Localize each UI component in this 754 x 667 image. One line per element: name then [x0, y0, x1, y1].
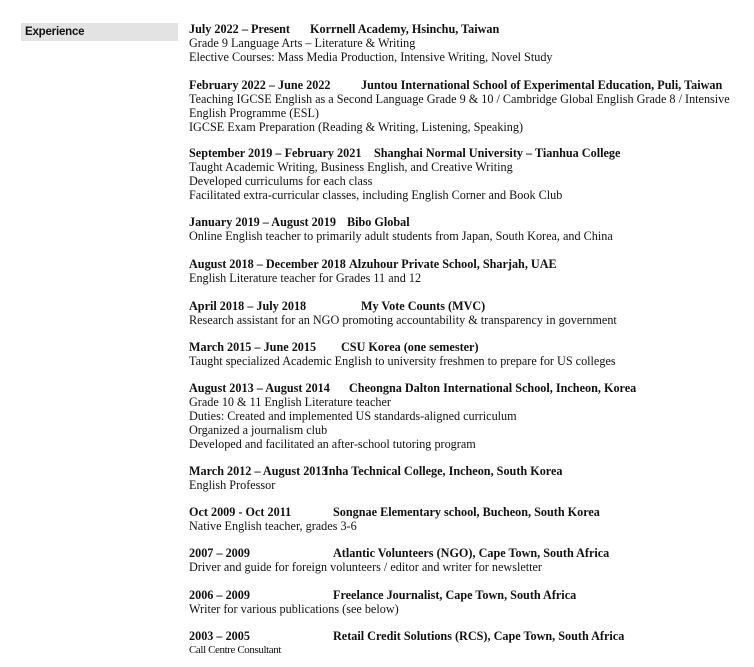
entry-organization: Retail Credit Solutions (RCS), Cape Town, South Africa: [333, 629, 625, 643]
entry-detail: Taught specialized Academic English to university freshmen to prepare for US colleges: [189, 354, 616, 368]
entry-detail: IGCSE Exam Preparation (Reading & Writing, Listening, Speaking): [189, 120, 524, 134]
experience-entry: [189, 22, 749, 64]
entry-detail: Developed curriculums for each class: [189, 174, 373, 188]
entry-date: July 2022 – Present: [189, 22, 290, 36]
entry-organization: Inha Technical College, Incheon, South Korea: [324, 464, 563, 478]
entry-detail: Taught Academic Writing, Business English, and Creative Writing: [189, 160, 513, 174]
experience-entry: [189, 588, 749, 616]
entry-date: Oct 2009 - Oct 2011: [189, 505, 292, 519]
entry-detail: Duties: Created and implemented US standards-aligned curriculum: [189, 409, 517, 423]
entry-organization: My Vote Counts (MVC): [361, 299, 486, 313]
experience-entry: [189, 299, 749, 327]
entry-organization: Songnae Elementary school, Bucheon, South Korea: [333, 505, 600, 519]
experience-entry: [189, 629, 749, 657]
entry-detail: Native English teacher, grades 3-6: [189, 519, 357, 533]
experience-entry: [189, 78, 749, 134]
entry-organization: Korrnell Academy, Hsinchu, Taiwan: [310, 22, 500, 36]
entry-date: March 2012 – August 2013: [189, 464, 328, 478]
experience-entry: [189, 546, 749, 574]
experience-entry: [189, 215, 749, 243]
entry-organization: Atlantic Volunteers (NGO), Cape Town, South Africa: [333, 546, 610, 560]
entry-date: 2006 – 2009: [189, 588, 250, 602]
experience-entry: [189, 505, 749, 533]
entry-date: April 2018 – July 2018: [189, 299, 307, 313]
entry-organization: Shanghai Normal University – Tianhua College: [374, 146, 621, 160]
section-heading-experience: Experience: [21, 23, 178, 41]
entry-detail: Writer for various publications (see below): [189, 602, 399, 616]
entry-organization: Bibo Global: [347, 215, 410, 229]
experience-entry: [189, 257, 749, 285]
entry-detail: Elective Courses: Mass Media Production, Intensive Writing, Novel Study: [189, 50, 553, 64]
entry-date: January 2019 – August 2019: [189, 215, 336, 229]
experience-entry: [189, 464, 749, 492]
entry-date: 2003 – 2005: [189, 629, 250, 643]
entry-date: February 2022 – June 2022: [189, 78, 331, 92]
entry-detail: Facilitated extra-curricular classes, including English Corner and Book Club: [189, 188, 563, 202]
entry-detail: Call Centre Consultant: [189, 644, 282, 656]
entry-date: August 2013 – August 2014: [189, 381, 330, 395]
entry-detail: Developed and facilitated an after-school tutoring program: [189, 437, 476, 451]
entry-organization: Freelance Journalist, Cape Town, South Africa: [333, 588, 577, 602]
entry-detail: Driver and guide for foreign volunteers / editor and writer for newsletter: [189, 560, 542, 574]
entry-date: September 2019 – February 2021: [189, 146, 362, 160]
entry-detail: Organized a journalism club: [189, 423, 328, 437]
experience-entry: [189, 381, 749, 451]
entry-organization: Cheongna Dalton International School, Incheon, Korea: [349, 381, 637, 395]
entry-date: 2007 – 2009: [189, 546, 250, 560]
entry-detail: Research assistant for an NGO promoting accountability & transparency in government: [189, 313, 617, 327]
entry-detail: Teaching IGCSE English as a Second Language Grade 9 & 10 / Cambridge Global English Grade 8 / Intensive: [189, 92, 730, 106]
experience-entry: [189, 146, 749, 202]
entry-detail: Grade 10 & 11 English Literature teacher: [189, 395, 391, 409]
entry-organization: Juntou International School of Experimental Education, Puli, Taiwan: [361, 78, 723, 92]
entry-date: August 2018 – December 2018: [189, 257, 346, 271]
entry-organization: Alzuhour Private School, Sharjah, UAE: [349, 257, 557, 271]
entry-detail: English Professor: [189, 478, 276, 492]
entry-detail: English Programme (ESL): [189, 106, 319, 120]
experience-entry: [189, 340, 749, 368]
entry-date: March 2015 – June 2015: [189, 340, 317, 354]
entry-detail: Online English teacher to primarily adult students from Japan, South Korea, and China: [189, 229, 613, 243]
entry-detail: English Literature teacher for Grades 11 and 12: [189, 271, 422, 285]
entry-organization: CSU Korea (one semester): [341, 340, 479, 354]
entry-detail: Grade 9 Language Arts – Literature & Writing: [189, 36, 416, 50]
